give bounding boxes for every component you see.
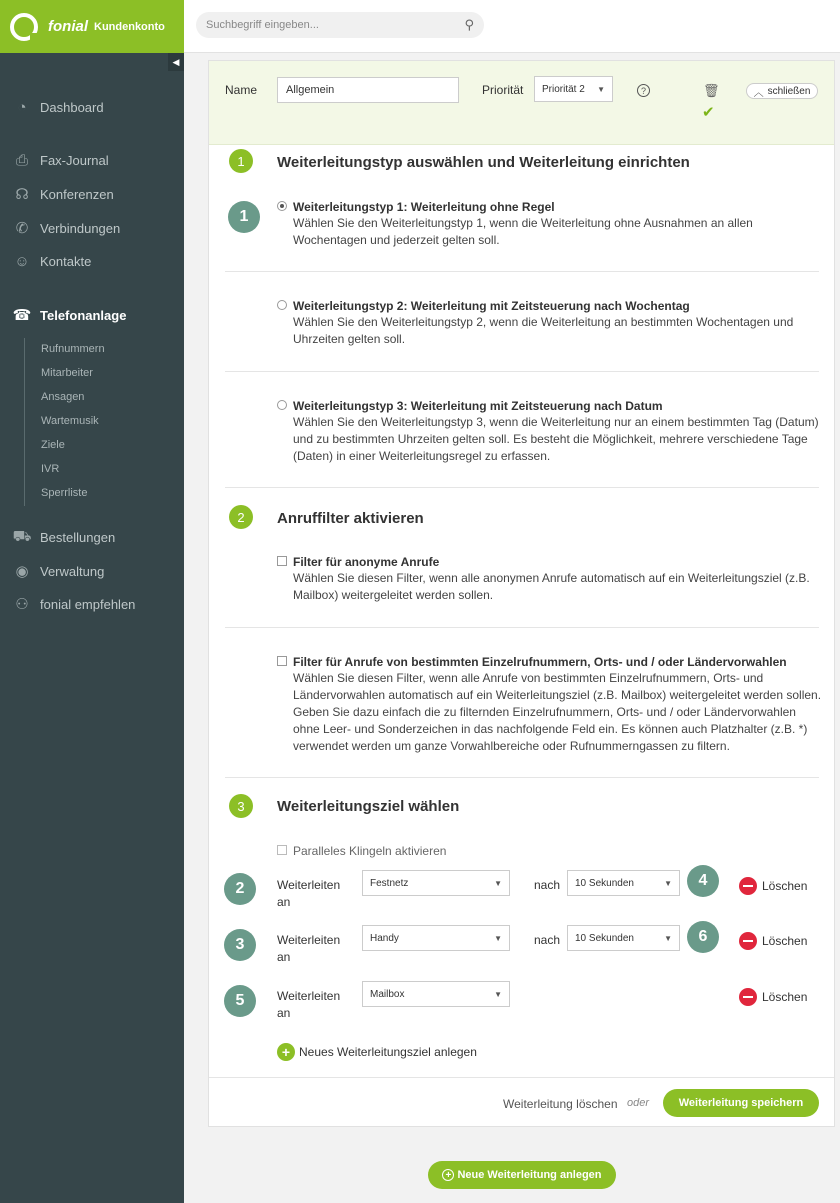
brand[interactable]	[0, 0, 184, 53]
delete-target-2[interactable]	[739, 932, 807, 950]
type-desc: Wählen Sie den Weiterleitungstyp 3, wenn die Weiterleitung nur an einem bestimmten Tag (Datum) und zu bestimmten Uhrzeiten gelten soll. Es besteht die Möglichkeit, mehrere verschiedene Tage (Daten) in einer Weiterleitungsregel zu erfassen.	[293, 415, 819, 463]
add-target-label: Neues Weiterleitungsziel anlegen	[299, 1045, 477, 1059]
divider	[225, 271, 819, 272]
name-label: Name	[225, 83, 258, 97]
save-forwarding-button[interactable]: Weiterleitung speichern	[663, 1089, 819, 1117]
phone-icon: ✆	[15, 220, 29, 237]
chevron-down-icon: ▼	[494, 879, 502, 888]
subnav-ivr[interactable]: IVR	[41, 463, 60, 475]
topbar	[184, 0, 840, 53]
plus-circle-icon: +	[277, 1043, 295, 1061]
divider	[225, 777, 819, 778]
filter-anonymous-checkbox[interactable]	[277, 556, 287, 566]
parallel-ringing-option[interactable]	[277, 843, 822, 860]
nav-label: Kontakte	[40, 253, 92, 269]
contacts-icon: ☺	[14, 252, 30, 270]
step-number-2: 2	[229, 505, 253, 529]
filter-numbers-checkbox[interactable]	[277, 656, 287, 666]
chevron-down-icon: ▼	[494, 990, 502, 999]
or-label: oder	[627, 1097, 650, 1109]
sidebar	[0, 0, 184, 1203]
badge-1: 1	[228, 201, 260, 233]
nav-conferences[interactable]	[0, 182, 184, 206]
delay-value: 10 Sekunden	[575, 932, 634, 944]
after-label: nach	[534, 878, 561, 892]
close-button[interactable]	[746, 83, 818, 99]
brand-sub: Kundenkonto	[94, 20, 165, 33]
priority-select[interactable]	[534, 76, 613, 102]
type-option-1[interactable]	[277, 199, 822, 249]
target-select-3[interactable]	[362, 981, 510, 1007]
subnav-ansagen[interactable]: Ansagen	[41, 391, 85, 403]
divider	[225, 627, 819, 628]
subnav-line	[24, 338, 25, 506]
nav-label: Dashboard	[40, 99, 104, 115]
priority-value: Priorität 2	[542, 83, 585, 95]
nav-label: Telefonanlage	[40, 307, 127, 323]
nav-contacts[interactable]	[0, 249, 184, 273]
after-label: nach	[534, 933, 561, 947]
nav-recommend[interactable]	[0, 592, 184, 616]
minus-circle-icon	[739, 988, 757, 1006]
step-number-1: 1	[229, 149, 253, 173]
plus-circle-icon: +	[442, 1169, 454, 1181]
badge-6: 6	[687, 921, 719, 953]
step-number-3: 3	[229, 794, 253, 818]
nav-label: Verwaltung	[40, 563, 105, 579]
type-2-radio[interactable]	[277, 300, 287, 310]
new-forwarding-button[interactable]	[428, 1161, 616, 1189]
section-title-3: Weiterleitungsziel wählen	[277, 798, 460, 815]
fonial-logo-icon	[10, 13, 38, 41]
type-title: Weiterleitungstyp 1: Weiterleitung ohne Regel	[293, 200, 555, 214]
panel-footer-divider	[209, 1077, 834, 1078]
priority-label: Priorität	[482, 83, 524, 97]
badge-2: 2	[224, 873, 256, 905]
type-desc: Wählen Sie den Weiterleitungstyp 2, wenn die Weiterleitung an bestimmten Wochentagen und Uhrzeiten gelten soll.	[293, 315, 794, 346]
subnav-sperrliste[interactable]: Sperrliste	[41, 487, 88, 499]
nav-label: Konferenzen	[40, 186, 114, 202]
nav-phone-system[interactable]	[0, 303, 184, 327]
minus-circle-icon	[739, 877, 757, 895]
type-title: Weiterleitungstyp 2: Weiterleitung mit Zeitsteuerung nach Wochentag	[293, 299, 690, 313]
section-title-1: Weiterleitungstyp auswählen und Weiterleitung einrichten	[277, 154, 690, 171]
help-icon[interactable]: ?	[637, 84, 650, 97]
divider	[225, 487, 819, 488]
divider	[225, 371, 819, 372]
delay-select-1[interactable]	[567, 870, 680, 896]
delete-label: Löschen	[762, 990, 808, 1004]
chevron-down-icon: ▼	[664, 879, 672, 888]
section-title-2: Anruffilter aktivieren	[277, 510, 424, 527]
nav-label: Fax-Journal	[40, 152, 109, 168]
forward-label: Weiterleiten an	[277, 989, 341, 1020]
nav-label: Bestellungen	[40, 529, 116, 545]
add-target-button[interactable]	[277, 1043, 477, 1061]
parallel-ringing-checkbox[interactable]	[277, 845, 287, 855]
delete-label: Löschen	[762, 934, 808, 948]
filter-title: Filter für Anrufe von bestimmten Einzelrufnummern, Orts- und / oder Ländervorwahlen	[293, 655, 787, 669]
filter-option-numbers[interactable]	[277, 654, 822, 755]
chevron-down-icon: ▼	[494, 934, 502, 943]
type-title: Weiterleitungstyp 3: Weiterleitung mit Zeitsteuerung nach Datum	[293, 399, 663, 413]
nav-dashboard[interactable]	[0, 95, 184, 119]
type-3-radio[interactable]	[277, 400, 287, 410]
people-icon: ⚇	[15, 596, 29, 613]
search-box	[196, 12, 484, 38]
cart-icon: ⛟	[12, 527, 32, 545]
trash-icon[interactable]: 🗑	[703, 83, 720, 98]
delay-value: 10 Sekunden	[575, 877, 634, 889]
nav-orders[interactable]	[0, 525, 184, 549]
forward-label: Weiterleiten an	[277, 878, 341, 909]
nav-label: Verbindungen	[40, 220, 121, 236]
subnav-ziele[interactable]: Ziele	[41, 439, 65, 451]
speech-bubbles-icon: ☊	[15, 186, 29, 203]
filter-option-anonymous[interactable]	[277, 554, 822, 604]
filter-desc: Wählen Sie diesen Filter, wenn alle anonymen Anrufe automatisch auf ein Weiterleitungsziel (z.B. Mailbox) weitergeleitet werden sollen.	[293, 571, 810, 602]
delete-target-3[interactable]	[739, 988, 807, 1006]
badge-4: 4	[687, 865, 719, 897]
target-select-1[interactable]	[362, 870, 510, 896]
forward-label: Weiterleiten an	[277, 933, 341, 964]
target-value: Handy	[370, 932, 399, 944]
nav-admin[interactable]	[0, 559, 184, 583]
chevron-down-icon: ▼	[597, 85, 605, 94]
brand-name: fonial	[48, 18, 88, 35]
user-circle-icon: ◉	[15, 563, 29, 580]
minus-circle-icon	[739, 932, 757, 950]
subnav-mitarbeiter[interactable]: Mitarbeiter	[41, 367, 93, 379]
delay-select-2[interactable]	[567, 925, 680, 951]
parallel-ringing-label: Paralleles Klingeln aktivieren	[293, 844, 447, 858]
search-icon[interactable]: ⚲	[464, 17, 474, 32]
type-option-3[interactable]	[277, 398, 822, 465]
type-1-radio[interactable]	[277, 201, 287, 211]
target-value: Festnetz	[370, 877, 409, 889]
filter-desc: Wählen Sie diesen Filter, wenn alle Anrufe von bestimmten Einzelrufnummern, Orts- und Ländervorwahlen automatisch auf ein Weiterleitungsziel (z.B. Mailbox) weitergeleitet werden sollen. Geben Sie dazu einfach die zu filternden Einzelrufnummern, Orts- und / oder Ländervorwahlen ohne Leer- und Sonderzeichen in das nachfolgende Feld ein. Es können auch Platzhalter (z.B. *) verwendet werden um ganze Vorwahlbereiche oder Rufnummerngassen zu filtern.	[293, 671, 822, 753]
search-input[interactable]	[206, 19, 464, 31]
nav-fax-journal[interactable]	[0, 148, 184, 172]
delete-forwarding-link[interactable]: Weiterleitung löschen	[503, 1097, 618, 1111]
delete-target-1[interactable]	[739, 877, 807, 895]
type-option-2[interactable]	[277, 298, 822, 348]
badge-3: 3	[224, 929, 256, 961]
checkmark-icon[interactable]: ✔	[702, 104, 715, 121]
panel-header	[209, 61, 834, 145]
collapse-sidebar-button[interactable]: ◀	[168, 53, 184, 71]
target-select-2[interactable]	[362, 925, 510, 951]
nav-connections[interactable]	[0, 216, 184, 240]
target-value: Mailbox	[370, 988, 405, 1000]
nav-label: fonial empfehlen	[40, 596, 136, 612]
chevron-up-icon: ︿	[753, 87, 764, 99]
forwarding-panel	[208, 60, 835, 1127]
chevron-down-icon: ▼	[664, 934, 672, 943]
filter-title: Filter für anonyme Anrufe	[293, 555, 440, 569]
name-input[interactable]	[277, 77, 459, 103]
new-forwarding-label: Neue Weiterleitung anlegen	[457, 1169, 602, 1181]
badge-5: 5	[224, 985, 256, 1017]
speedometer-icon: ◔	[17, 98, 27, 116]
close-label: schließen	[767, 85, 811, 97]
type-desc: Wählen Sie den Weiterleitungstyp 1, wenn die Weiterleitung ohne Ausnahmen an allen Wochentagen und jederzeit gelten soll.	[293, 216, 753, 247]
phone-system-icon: ☎	[12, 307, 32, 324]
subnav-rufnummern[interactable]: Rufnummern	[41, 343, 105, 355]
fax-icon: ⎙	[15, 151, 28, 169]
delete-label: Löschen	[762, 879, 808, 893]
subnav-wartemusik[interactable]: Wartemusik	[41, 415, 99, 427]
